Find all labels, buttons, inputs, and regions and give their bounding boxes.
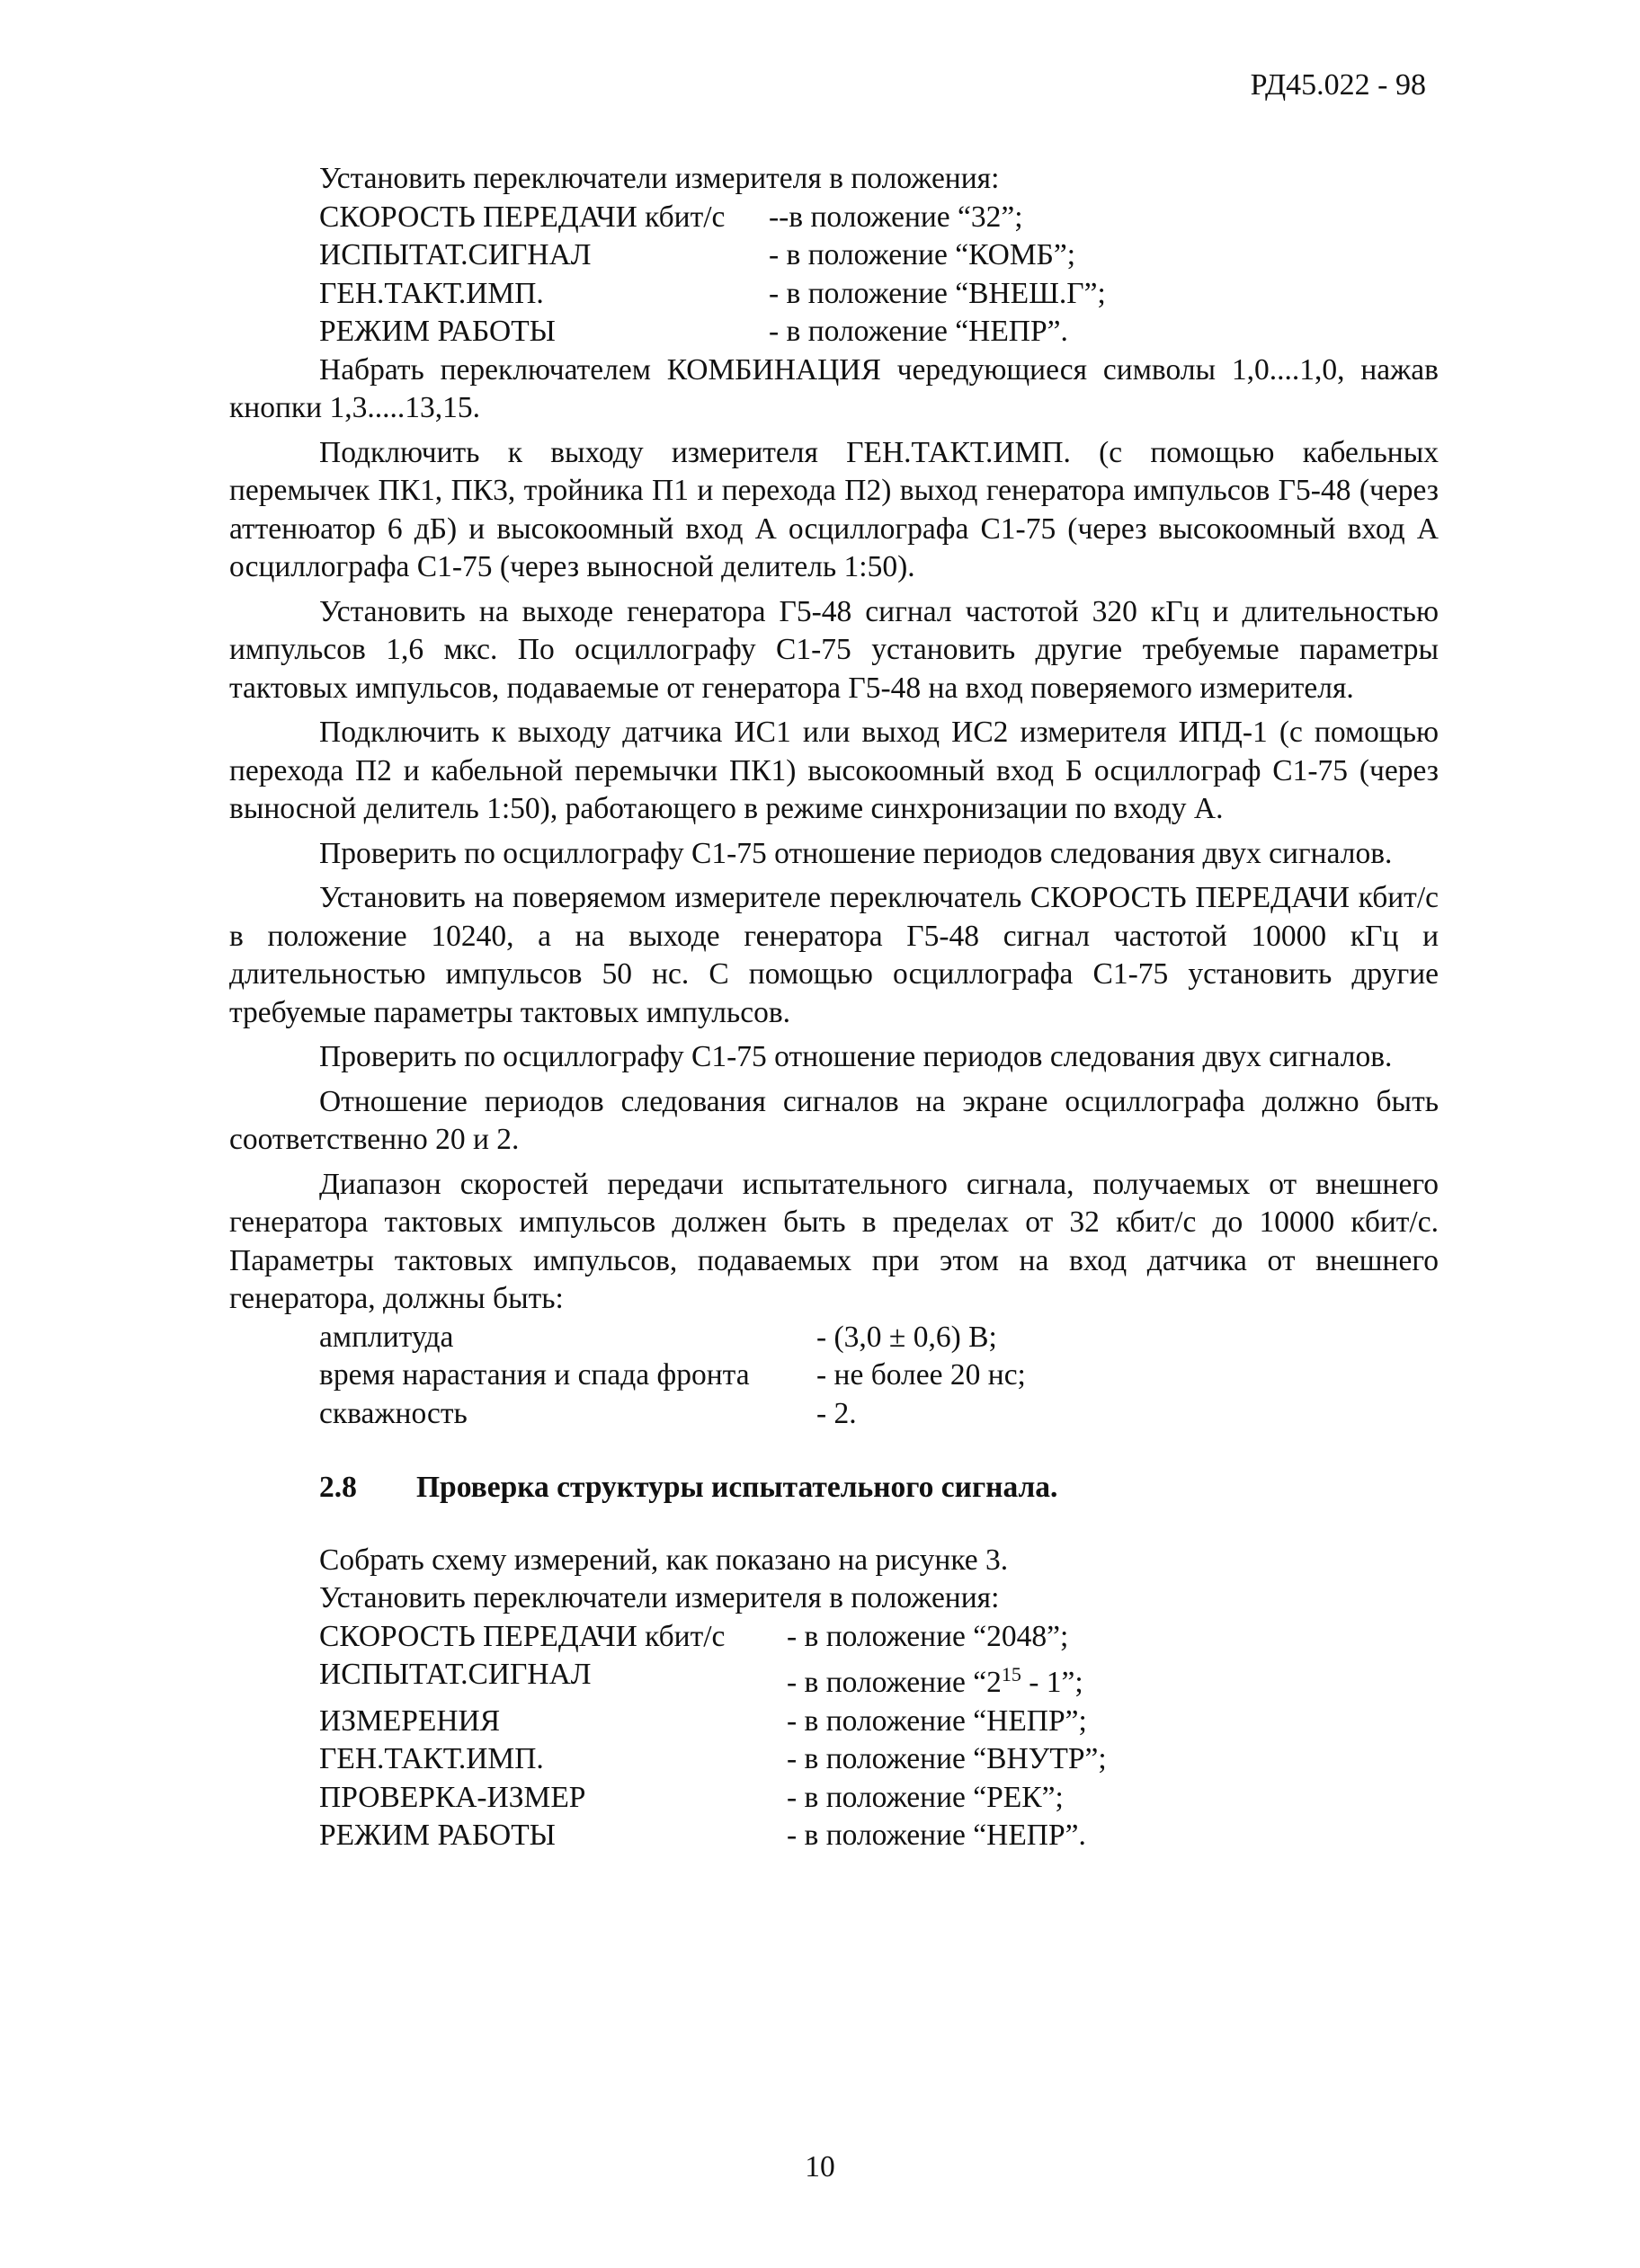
setting-name: СКОРОСТЬ ПЕРЕДАЧИ кбит/с (319, 200, 726, 234)
page-content (229, 160, 1439, 1855)
setting-name: РЕЖИМ РАБОТЫ (319, 1819, 556, 1853)
setting-value: - в положение “НЕПР”. (787, 1819, 1086, 1853)
paragraph-connect-generator: Подключить к выходу измерителя ГЕН.ТАКТ.ИМП. (с помощью кабельных перемычек ПК1, ПК3, тройника П1 и перехода П2) выход генератора импульсов Г5-48 (через аттенюатор 6 дБ) и высокоомный вход А осциллографа С1-75 (через высокоомный вход А осциллографа С1-75 (через выносной делитель 1:50). (229, 435, 1439, 583)
section-heading (319, 1469, 1439, 1508)
section-title: Проверка структуры испытательного сигнала. (416, 1471, 1058, 1504)
setting-value: - в положение “ВНЕШ.Г”; (769, 276, 1106, 310)
setting-value: - в положение “РЕК”; (787, 1780, 1064, 1814)
setting-value: - в положение “НЕПР”. (769, 315, 1068, 348)
setting-name: ИСПЫТАТ.СИГНАЛ (319, 1658, 592, 1691)
setting-name: ИЗМЕРЕНИЯ (319, 1703, 501, 1738)
setting-value-tail: - 1”; (1021, 1666, 1083, 1700)
block1-settings (319, 199, 1439, 351)
setting-value (787, 1656, 1439, 1703)
param-value: - 2. (816, 1396, 857, 1430)
setting-name: ГЕН.ТАКТ.ИМП. (319, 276, 544, 310)
setting-value: - в положение “КОМБ”; (769, 238, 1076, 271)
setting-value: --в положение “32”; (769, 200, 1023, 234)
paragraph-speed-range: Диапазон скоростей передачи испытательного сигнала, получаемых от внешнего генератора тактовых импульсов должен быть в пределах от 32 кбит/с до 10000 кбит/с. Параметры тактовых импульсов, подаваемых при этом на вход датчика от внешнего генератора, должны быть: (229, 1167, 1439, 1315)
paragraph-combination: Набрать переключателем КОМБИНАЦИЯ чередующиеся символы 1,0....1,0, нажав кнопки 1,3.....13,15. (229, 352, 1439, 424)
setting-name: ГЕН.ТАКТ.ИМП. (319, 1742, 544, 1776)
setting-name: СКОРОСТЬ ПЕРЕДАЧИ кбит/с (319, 1619, 726, 1653)
paragraph-ratio-result: Отношение периодов следования сигналов на экране осциллографа должно быть соответственно 20 и 2. (229, 1084, 1439, 1156)
setting-name: ИСПЫТАТ.СИГНАЛ (319, 238, 592, 271)
block1-intro: Установить переключатели измерителя в положения: (319, 162, 1000, 195)
param-value: - не более 20 нс; (816, 1358, 1026, 1392)
section-number: 2.8 (319, 1471, 357, 1504)
pulse-parameters (319, 1319, 1439, 1434)
setting-name: ПРОВЕРКА-ИЗМЕР (319, 1780, 586, 1814)
setting-name: РЕЖИМ РАБОТЫ (319, 315, 556, 348)
param-name: скважность (319, 1396, 468, 1430)
page-number: 10 (805, 2150, 835, 2184)
setting-value: - в положение “НЕПР”; (787, 1703, 1087, 1738)
block2-line1: Собрать схему измерений, как показано на рисунке 3. (319, 1543, 1009, 1577)
param-value: - (3,0 ± 0,6) В; (816, 1320, 997, 1354)
paragraph-connect-sensor: Подключить к выходу датчика ИС1 или выход ИС2 измерителя ИПД-1 (с помощью перехода П2 и кабельной перемычки ПК1) высокоомный вход Б осциллограф С1-75 (через выносной делитель 1:50), работающего в режиме синхронизации по входу А. (229, 716, 1439, 825)
param-name: амплитуда (319, 1320, 454, 1354)
block2-settings (319, 1618, 1439, 1855)
paragraph-set-320khz: Установить на выходе генератора Г5-48 сигнал частотой 320 кГц и длительностью импульсов 1,6 мкс. По осциллографу С1-75 установить другие требуемые параметры тактовых импульсов, подаваемые от генератора Г5-48 на вход поверяемого измерителя. (229, 594, 1439, 705)
exponent: 15 (1001, 1663, 1021, 1685)
block2-line2: Установить переключатели измерителя в положения: (319, 1581, 1000, 1614)
setting-value: - в положение “ВНУТР”; (787, 1742, 1107, 1776)
param-name: время нарастания и спада фронта (319, 1358, 750, 1392)
paragraph-check-ratio-1: Проверить по осциллографу С1-75 отношение периодов следования двух сигналов. (319, 836, 1393, 870)
paragraph-check-ratio-2: Проверить по осциллографу С1-75 отношение периодов следования двух сигналов. (319, 1040, 1393, 1073)
setting-value: - в положение “2048”; (787, 1619, 1069, 1653)
setting-value-head: - в положение “2 (787, 1666, 1002, 1700)
paragraph-set-10240: Установить на поверяемом измерителе переключатель СКОРОСТЬ ПЕРЕДАЧИ кбит/с в положение 10240, а на выходе генератора Г5-48 сигнал частотой 10000 кГц и длительностью импульсов 50 нс. С помощью осциллографа С1-75 установить другие требуемые параметры тактовых импульсов. (229, 881, 1439, 1029)
document-code: РД45.022 - 98 (1250, 68, 1426, 102)
